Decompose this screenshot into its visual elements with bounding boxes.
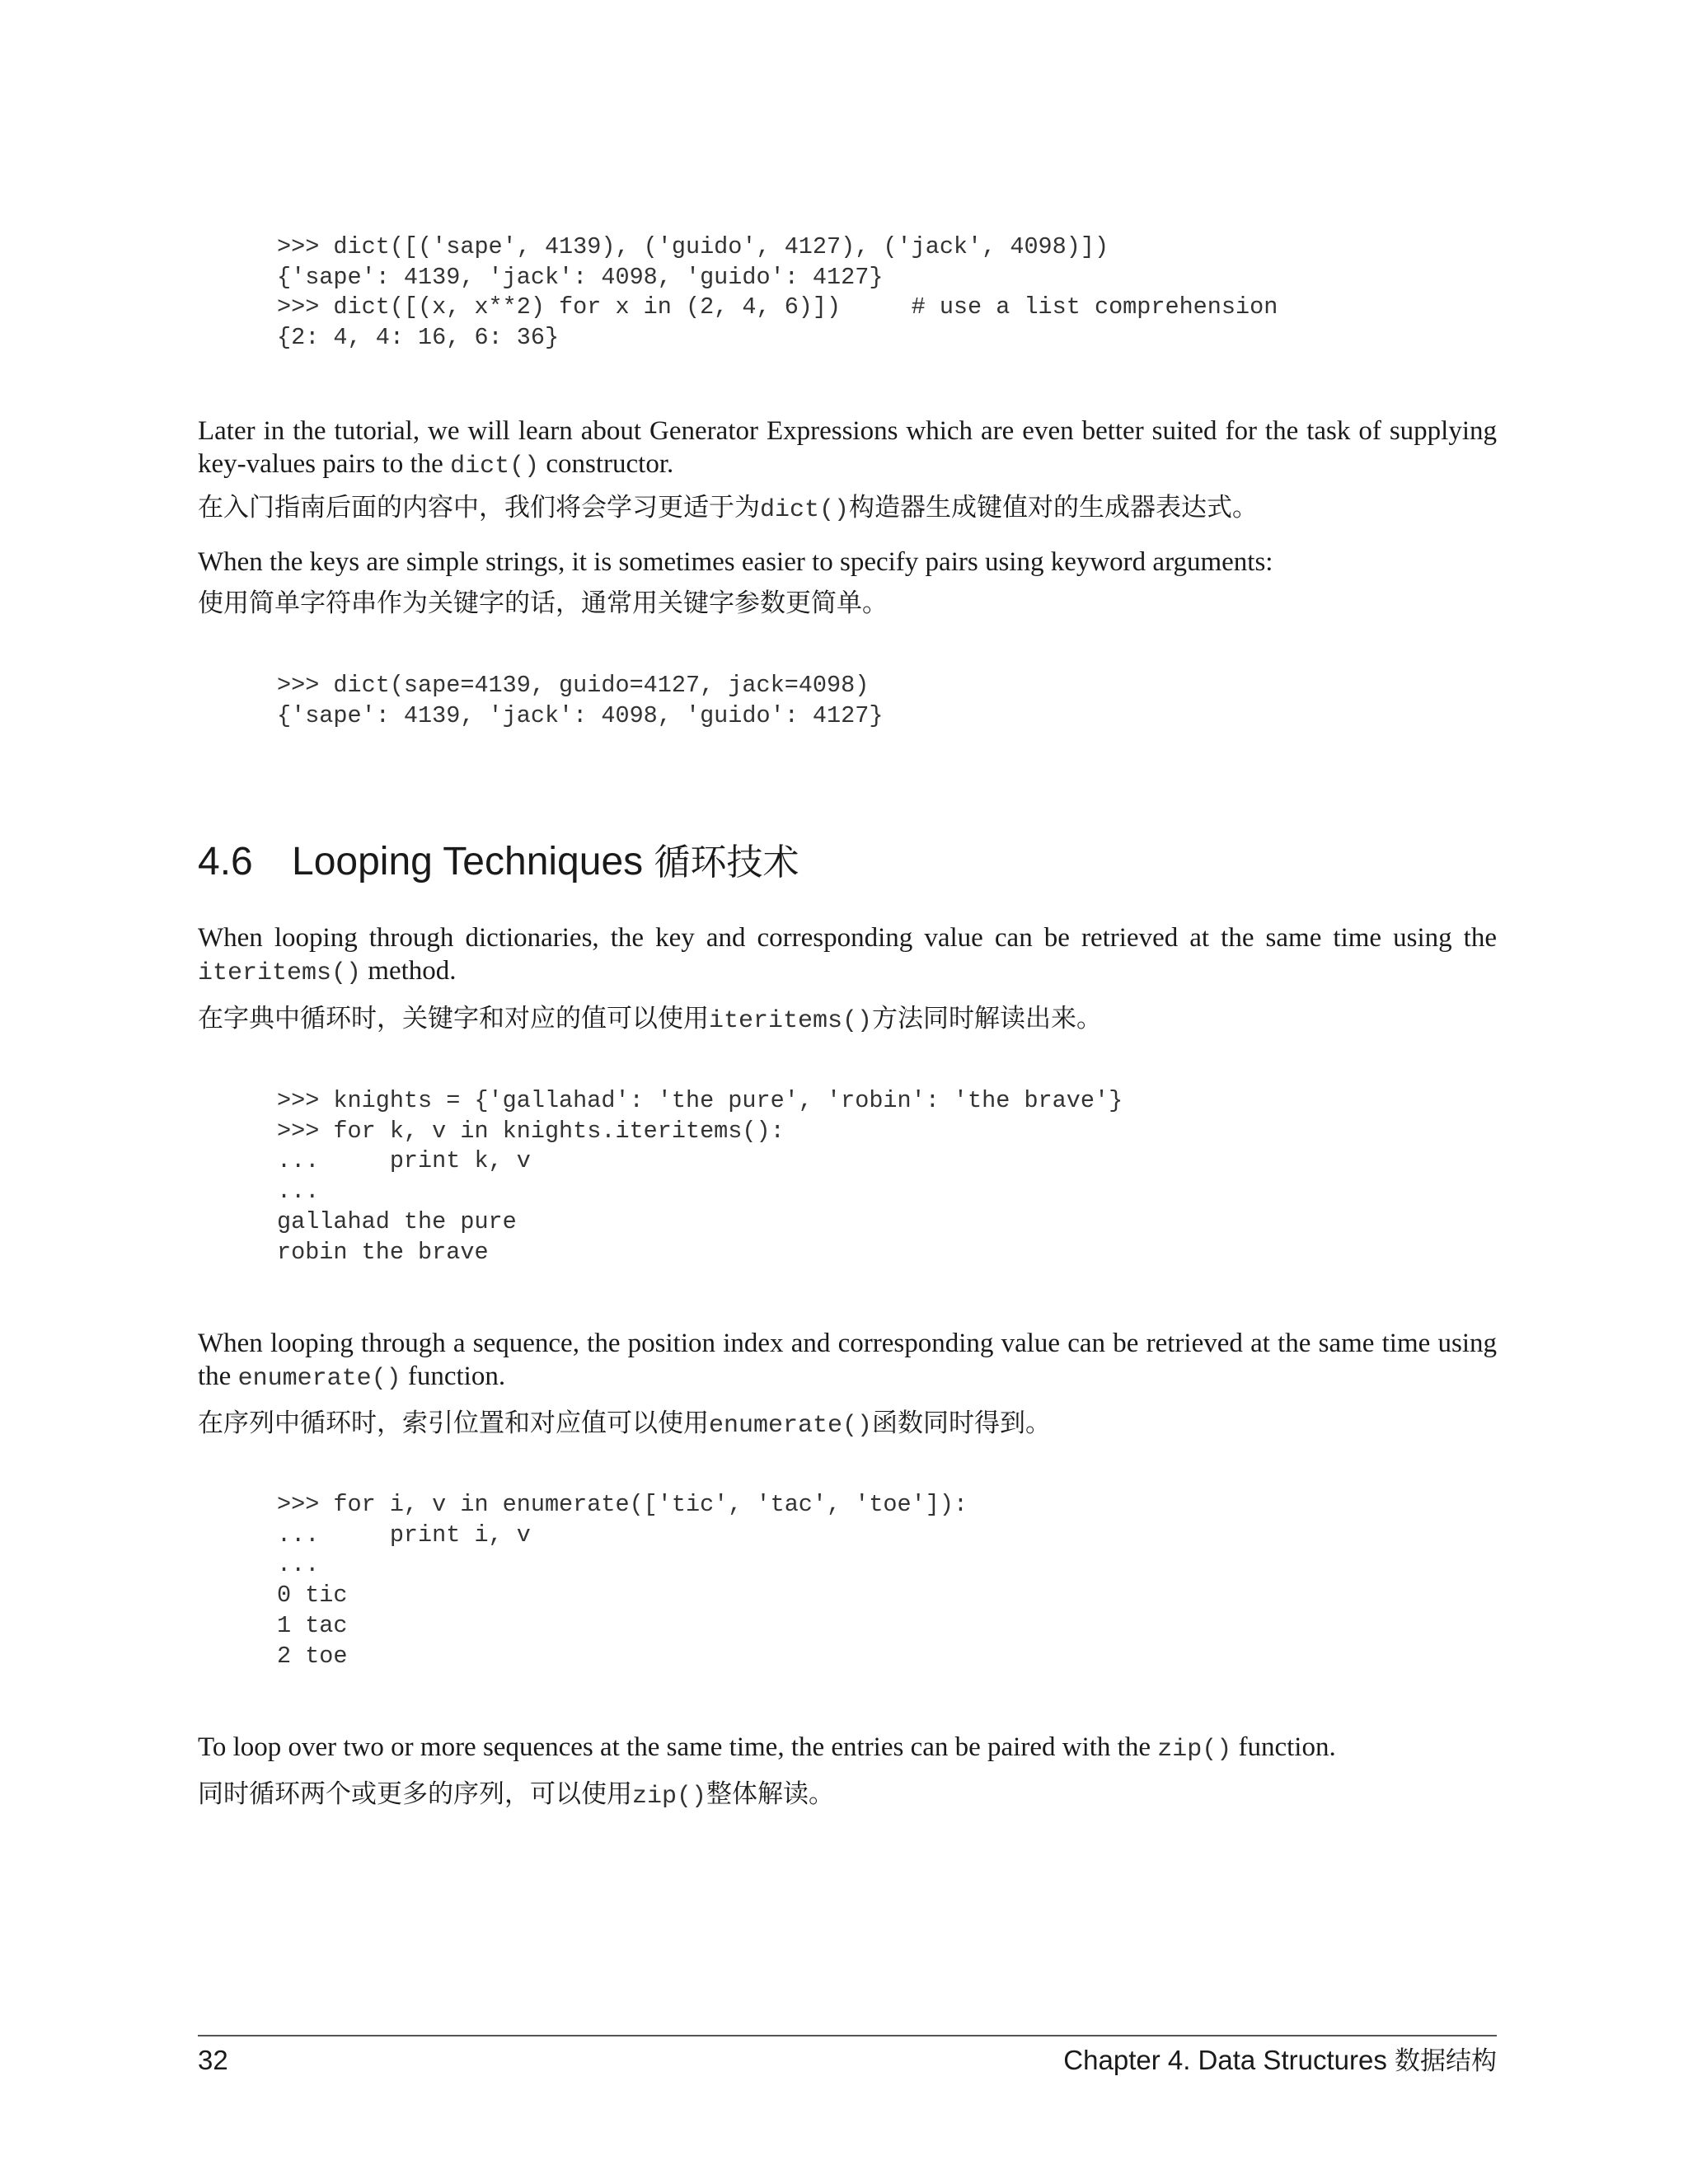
inline-code-iteritems: iteritems()	[198, 959, 362, 987]
code-block-dict-keywords: >>> dict(sape=4139, guido=4127, jack=4098) {'sape': 4139, 'jack': 4098, 'guido': 4127}	[277, 672, 884, 729]
paragraph-text: To loop over two or more sequences at the same time, the entries can be paired with the	[198, 1732, 1158, 1762]
paragraph-text: 构造器生成键值对的生成器表达式。	[849, 493, 1259, 523]
paragraph-text: function.	[1231, 1732, 1336, 1762]
paragraph-zip-cn	[198, 1778, 1497, 1813]
inline-code-zip: zip()	[1157, 1736, 1232, 1764]
code-block-dict-pairs: >>> dict([('sape', 4139), ('guido', 4127), ('jack', 4098)]) {'sape': 4139, 'jack': 4098, 'guido': 4127} >>> dict([(x, x**2) for x in (2, 4, 6)]) # use a list comprehension {2: 4, 4: 16, 6: 36}	[277, 233, 1278, 352]
footer-divider	[198, 2035, 1497, 2036]
section-title-cn: 循环技术	[654, 841, 799, 883]
inline-code-enumerate: enumerate()	[709, 1412, 873, 1440]
paragraph-keyword-arguments-cn: 使用简单字符串作为关键字的话，通常用关键字参数更简单。	[198, 588, 888, 618]
paragraph-text: constructor.	[539, 449, 674, 479]
paragraph-enumerate-cn	[198, 1407, 1497, 1442]
paragraph-text: When looping through a sequence, the position index and corresponding value can be retrieved at the same time using the	[198, 1329, 1497, 1391]
document-page	[198, 0, 1497, 2184]
inline-code-enumerate: enumerate()	[237, 1365, 401, 1393]
paragraph-zip	[198, 1731, 1497, 1766]
page-number: 32	[198, 2045, 228, 2075]
code-block-enumerate: >>> for i, v in enumerate(['tic', 'tac', 'toe']): ... print i, v ... 0 tic 1 tac 2 toe	[277, 1491, 968, 1670]
inline-code-dict: dict()	[450, 452, 540, 480]
paragraph-text: function.	[401, 1361, 506, 1391]
paragraph-iteritems-cn	[198, 1002, 1497, 1038]
paragraph-generator-expressions-cn	[198, 491, 1497, 527]
paragraph-text: 在入门指南后面的内容中，我们将会学习更适于为	[198, 493, 760, 523]
inline-code-iteritems: iteritems()	[709, 1007, 873, 1035]
paragraph-enumerate	[198, 1327, 1497, 1395]
paragraph-text: Later in the tutorial, we will learn about Generator Expressions which are even better suited for the task of supplying key-values pairs to the	[198, 416, 1497, 479]
paragraph-text: 同时循环两个或更多的序列，可以使用	[198, 1779, 632, 1809]
section-heading	[198, 836, 799, 889]
paragraph-text: 整体解读。	[706, 1779, 835, 1809]
chapter-title-cn: 数据结构	[1395, 2046, 1497, 2076]
section-title: Looping Techniques	[292, 840, 644, 883]
paragraph-iteritems	[198, 921, 1497, 990]
paragraph-text: 在序列中循环时，索引位置和对应值可以使用	[198, 1408, 709, 1438]
inline-code-dict: dict()	[760, 496, 850, 524]
paragraph-text: When looping through dictionaries, the key and corresponding value can be retrieved at the same time using the	[198, 923, 1497, 953]
paragraph-keyword-arguments: When the keys are simple strings, it is sometimes easier to specify pairs using keyword arguments:	[198, 547, 1273, 577]
paragraph-text: 在字典中循环时，关键字和对应的值可以使用	[198, 1004, 709, 1033]
chapter-footer	[1063, 2044, 1497, 2078]
section-number: 4.6	[198, 840, 253, 883]
paragraph-text: 函数同时得到。	[872, 1408, 1052, 1438]
paragraph-text: method.	[361, 956, 457, 986]
paragraph-text: 方法同时解读出来。	[872, 1004, 1103, 1033]
paragraph-generator-expressions	[198, 415, 1497, 483]
inline-code-zip: zip()	[632, 1783, 707, 1811]
chapter-title: Chapter 4. Data Structures	[1063, 2045, 1387, 2075]
code-block-iteritems: >>> knights = {'gallahad': 'the pure', 'robin': 'the brave'} >>> for k, v in knights.iteritems(): ... print k, v ... gallahad the pure robin the brave	[277, 1087, 1123, 1266]
